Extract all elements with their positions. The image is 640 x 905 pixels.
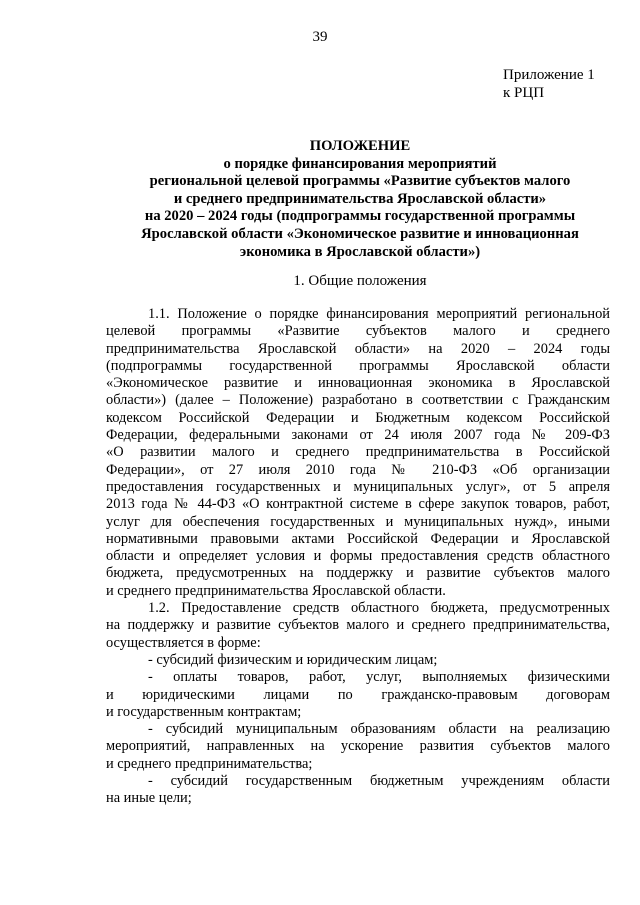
appendix-program: к РЦП <box>503 85 545 101</box>
title-line: ПОЛОЖЕНИЕ <box>309 138 411 154</box>
body-line: - оплаты товаров, работ, услуг, выполняемых физическими <box>148 669 610 686</box>
title-line: на 2020 – 2024 годы (подпрограммы государственной программы <box>144 208 576 225</box>
body-line: области») (далее – Положение) разработано в соответствии с Гражданским <box>106 392 610 409</box>
body-line: предоставления государственных и муниципальных услуг», от 5 апреля <box>106 478 610 495</box>
body-line: осуществляется в форме: <box>106 634 261 651</box>
body-text <box>106 306 610 808</box>
body-line: услуг для обеспечения государственных и муниципальных нужд», иными <box>106 513 610 530</box>
body-line: и среднего предпринимательства Ярославской области. <box>106 582 446 599</box>
body-line: - субсидий муниципальным образованиям области на реализацию <box>148 721 610 738</box>
body-line: кодексом Российской Федерации и Бюджетным кодексом Российской <box>106 409 610 426</box>
body-line: 1.1. Положение о порядке финансирования мероприятий региональной <box>148 306 610 322</box>
body-line: на иные цели; <box>106 790 192 807</box>
body-line: нормативными правовыми актами Российской Федерации и Ярославской <box>106 530 610 547</box>
title-line: экономика в Ярославской области») <box>239 243 481 260</box>
body-line: - субсидий государственным бюджетным учреждениям области <box>148 773 610 790</box>
title-line: региональной целевой программы «Развитие субъектов малого <box>149 173 571 190</box>
title-line: и среднего предпринимательства Ярославской области» <box>173 190 547 207</box>
body-line: «О развитии малого и среднего предпринимательства в Российской <box>106 444 610 461</box>
body-line: области и определяет условия и формы предоставления средств областного <box>106 548 610 565</box>
title-line: Ярославской области «Экономическое развитие и инновационная <box>141 225 579 242</box>
body-line: на поддержку и развитие субъектов малого и среднего предпринимательства, <box>106 617 610 634</box>
appendix-reference <box>503 66 595 102</box>
body-line: - субсидий физическим и юридическим лицам; <box>148 651 438 668</box>
page-number: 39 <box>312 29 328 45</box>
body-line: Федерации», от 27 июля 2010 года № 210-ФЗ «Об организации <box>106 461 610 478</box>
body-line: (подпрограммы государственной программы Ярославской области <box>106 357 610 374</box>
body-line: 2013 года № 44-ФЗ «О контрактной системе в сфере закупок товаров, работ, <box>106 496 610 513</box>
section-heading: 1. Общие положения <box>293 273 427 289</box>
body-line: целевой программы «Развитие субъектов малого и среднего <box>106 323 610 340</box>
appendix-label: Приложение 1 <box>503 67 595 83</box>
title-line: о порядке финансирования мероприятий <box>223 155 497 172</box>
body-line: «Экономическое развитие и инновационная экономика в Ярославской <box>106 375 610 392</box>
body-line: и государственным контрактам; <box>106 703 302 720</box>
body-line: бюджета, предусмотренных на поддержку и развитие субъектов малого <box>106 565 610 582</box>
body-line: 1.2. Предоставление средств областного бюджета, предусмотренных <box>148 600 610 617</box>
body-line: и юридическими лицами по гражданско-правовым договорам <box>106 686 610 703</box>
body-line: предпринимательства Ярославской области» на 2020 – 2024 годы <box>106 340 610 357</box>
body-line: и среднего предпринимательства; <box>106 755 313 772</box>
document-title <box>60 138 640 261</box>
body-line: Федерации, федеральными законами от 24 июля 2007 года № 209-ФЗ <box>106 427 610 444</box>
body-line: мероприятий, направленных на ускорение развития субъектов малого <box>106 738 610 755</box>
